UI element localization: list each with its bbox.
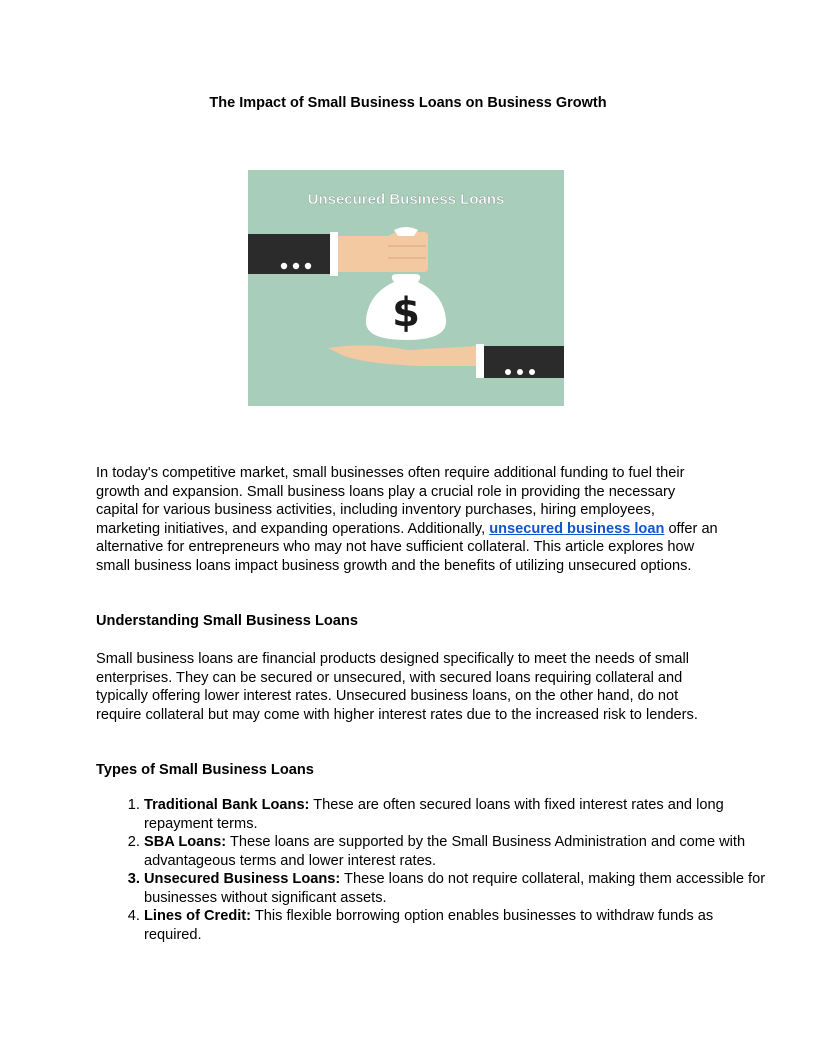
- section-heading-types: Types of Small Business Loans: [96, 762, 314, 778]
- list-item: [144, 796, 768, 833]
- right-cuff: [476, 344, 484, 378]
- intro-paragraph: [96, 464, 720, 575]
- document-title: The Impact of Small Business Loans on Business Growth: [209, 95, 607, 111]
- list-item-text: These loans do not require collateral, making them accessible for businesses without significant assets.: [144, 871, 766, 906]
- list-item: [144, 833, 768, 870]
- right-sleeve: [484, 346, 564, 378]
- list-item: [144, 870, 768, 907]
- sleeve-dot: [293, 263, 299, 269]
- giving-hand-fist: [338, 232, 428, 272]
- list-item-term: Lines of Credit:: [144, 908, 252, 924]
- list-item-term: Traditional Bank Loans:: [144, 797, 310, 813]
- unsecured-business-loan-link[interactable]: unsecured business loan: [489, 520, 665, 537]
- dollar-sign-icon: $: [392, 290, 420, 336]
- loan-illustration: [248, 170, 564, 406]
- loan-types-list: [96, 796, 768, 944]
- list-item-term: Unsecured Business Loans:: [144, 871, 341, 887]
- intro-text-after: offer an alternative for entrepreneurs who may not have sufficient collateral. This article explores how small business loans impact business growth and the benefits of utilizing unsecured options.: [96, 520, 718, 574]
- illustration-caption: Unsecured Business Loans: [307, 191, 505, 208]
- giving-hand: [248, 232, 428, 276]
- understanding-text: Small business loans are financial products designed specifically to meet the needs of small enterprises. They can be secured or unsecured, with secured loans requiring collateral and typically offering lower interest rates. Unsecured business loans, on the other hand, do not require collateral but may come with higher interest rates due to the increased risk to lenders.: [96, 651, 698, 723]
- left-cuff: [330, 232, 338, 276]
- list-item-text: This flexible borrowing option enables businesses to withdraw funds as required.: [144, 908, 714, 943]
- section-heading-understanding: Understanding Small Business Loans: [96, 613, 358, 629]
- list-item: [144, 907, 768, 944]
- list-item-term: SBA Loans:: [144, 834, 227, 850]
- left-sleeve: [248, 234, 330, 274]
- list-item-text: These loans are supported by the Small Business Administration and come with advantageous terms and lower interest rates.: [144, 834, 746, 869]
- sleeve-dot: [517, 369, 523, 375]
- sleeve-dot: [281, 263, 287, 269]
- sleeve-dot: [505, 369, 511, 375]
- intro-text-before: In today's competitive market, small businesses often require additional funding to fuel their growth and expansion. Small business loans play a crucial role in providing the necessary capital for various business activities, including inventory purchases, hiring employees, marketing initiatives, and expanding operations. Additionally,: [96, 465, 685, 537]
- sleeve-dot: [529, 369, 535, 375]
- section-paragraph-understanding: [96, 650, 720, 724]
- sleeve-dot: [305, 263, 311, 269]
- list-item-text: These are often secured loans with fixed interest rates and long repayment terms.: [144, 797, 724, 832]
